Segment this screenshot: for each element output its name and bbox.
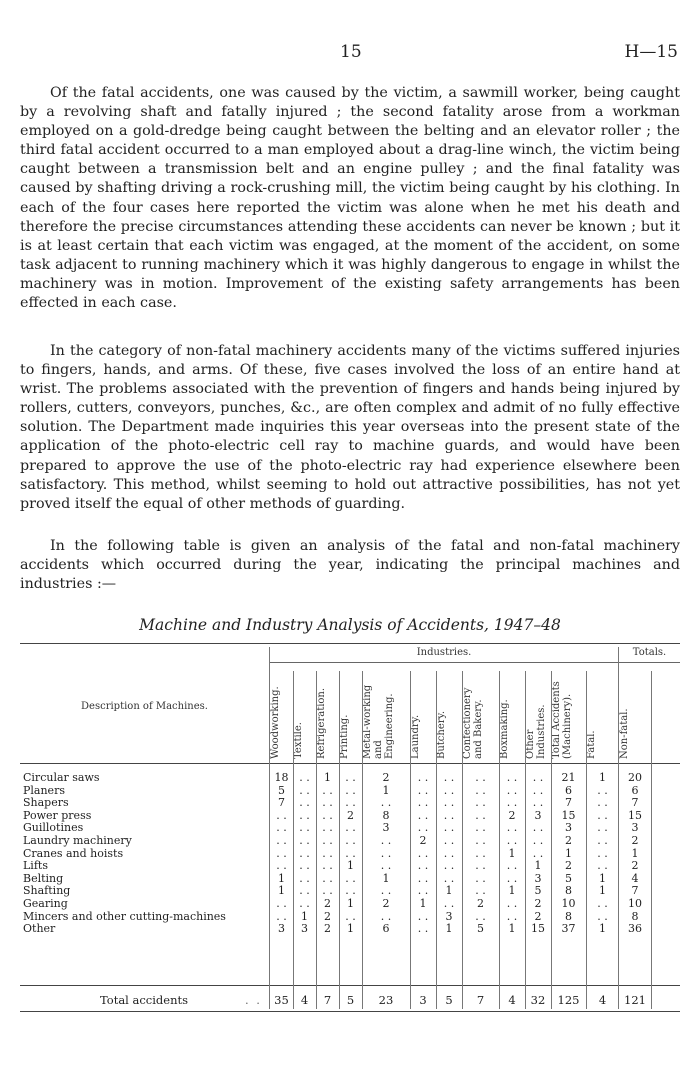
table-cell: . . xyxy=(532,821,544,835)
page-reference: H—15 xyxy=(624,42,678,62)
column-divider xyxy=(551,671,552,1009)
table-cell: 6 xyxy=(631,783,639,797)
table-cell: . . xyxy=(443,796,455,810)
table-row xyxy=(20,810,680,822)
table-cell: 8 xyxy=(382,808,390,822)
column-divider xyxy=(651,671,652,1009)
table-cell: 2 xyxy=(631,834,639,847)
table-row xyxy=(20,911,680,923)
table-cell: 6 xyxy=(382,922,390,936)
table-cell: . . xyxy=(299,871,310,885)
row-label: Power press xyxy=(23,808,92,822)
description-header: Description of Machines. xyxy=(81,701,208,712)
table-cell: . . xyxy=(322,859,333,873)
row-label: Planers xyxy=(23,783,65,797)
table-row xyxy=(20,898,680,910)
table-cell: 7 xyxy=(323,993,332,1007)
table-cell: . . xyxy=(475,909,486,923)
table-cell: . . xyxy=(475,796,486,810)
table-cell: 1 xyxy=(278,871,285,885)
table-cell: 15 xyxy=(561,808,576,822)
table-cell: . . xyxy=(532,834,544,847)
table-cell: 1 xyxy=(278,884,285,898)
column-header: Other Industries. xyxy=(525,704,547,759)
table-cell: 2 xyxy=(382,897,390,910)
table-cell: . . xyxy=(322,846,333,860)
table-cell: 15 xyxy=(531,922,545,936)
table-cell: 1 xyxy=(419,897,427,910)
table-cell: 1 xyxy=(347,859,354,873)
table-cell: . . xyxy=(417,909,429,923)
totals-divider xyxy=(618,647,619,1009)
table-cell: . . xyxy=(345,771,356,784)
table-cell: 1 xyxy=(631,846,639,860)
table-cell: 1 xyxy=(445,922,453,936)
table-cell: . . xyxy=(322,821,333,835)
table-cell: 121 xyxy=(624,993,646,1007)
table-cell: 8 xyxy=(565,884,572,898)
table-cell: 1 xyxy=(599,884,606,898)
table-row xyxy=(20,772,680,784)
column-header: Fatal. xyxy=(586,730,597,759)
table-row xyxy=(20,785,680,797)
table-cell: . . xyxy=(345,871,356,885)
table-row xyxy=(20,848,680,860)
column-header: Total Accidents (Machinery). xyxy=(551,681,573,759)
table-cell: . . xyxy=(475,808,486,822)
table-cell: . . xyxy=(322,783,333,797)
table-cell: . . xyxy=(475,859,486,873)
column-header: Non-fatal. xyxy=(619,708,630,759)
table-cell: 10 xyxy=(628,897,642,910)
table-cell: 3 xyxy=(631,821,639,835)
table-cell: . . xyxy=(506,834,518,847)
table-cell: . . xyxy=(345,796,356,810)
table-cell: . . xyxy=(506,897,518,910)
table-cell: . . xyxy=(475,783,486,797)
table-cell: 1 xyxy=(382,783,390,797)
table-cell: . . xyxy=(506,821,518,835)
table-cell: . . xyxy=(597,834,608,847)
table-cell: 3 xyxy=(445,909,453,923)
paragraph-fatal-accidents xyxy=(20,84,680,313)
table-cell: 1 xyxy=(599,871,606,885)
table-cell: . . xyxy=(443,771,455,784)
total-top-rule xyxy=(20,985,680,986)
table-cell: . . xyxy=(597,796,608,810)
table-cell: 1 xyxy=(347,897,354,910)
table-cell: . . xyxy=(380,909,392,923)
table-cell: . . xyxy=(299,897,310,910)
row-label: Lifts xyxy=(23,859,48,873)
table-cell: . . xyxy=(506,909,518,923)
table-row xyxy=(20,860,680,872)
column-header: Printing. xyxy=(339,714,350,759)
column-header: Boxmaking. xyxy=(499,699,510,759)
table-cell: 7 xyxy=(631,796,639,810)
table-cell: 1 xyxy=(382,871,390,885)
accident-analysis-table xyxy=(20,643,680,1013)
row-label: Cranes and hoists xyxy=(23,846,124,860)
table-cell: 1 xyxy=(508,884,516,898)
table-cell: . . xyxy=(532,771,544,784)
table-cell: . . xyxy=(443,808,455,822)
table-cell: . . xyxy=(597,821,608,835)
column-header: Woodworking. xyxy=(270,686,281,759)
table-cell: . . xyxy=(345,909,356,923)
table-cell: 2 xyxy=(565,859,572,873)
total-label: Total accidents xyxy=(100,993,189,1007)
table-cell: 2 xyxy=(324,897,331,910)
table-cell: . . xyxy=(597,846,608,860)
table-cell: . . xyxy=(417,884,429,898)
column-divider xyxy=(293,671,294,1009)
table-cell: . . xyxy=(506,783,518,797)
table-cell: . . xyxy=(532,846,544,860)
table-cell: 125 xyxy=(557,993,580,1007)
table-cell: 35 xyxy=(274,993,289,1007)
header-bottom-rule xyxy=(20,763,680,764)
description-divider xyxy=(269,647,270,1009)
table-cell: 7 xyxy=(476,993,485,1007)
table-cell: 5 xyxy=(477,922,484,936)
table-cell: . . xyxy=(322,796,333,810)
table-cell: 4 xyxy=(631,871,639,885)
table-cell: 8 xyxy=(631,909,639,923)
table-cell: . . xyxy=(322,884,333,898)
table-cell: . . xyxy=(506,871,518,885)
table-cell: . . xyxy=(417,922,429,936)
table-cell: 8 xyxy=(565,909,572,923)
paragraph-text: In the category of non-fatal machinery accidents many of the victims suffered injuries to fingers, hands, and arms. Of these, five cases involved the loss of an entire hand at wrist. The problems associated with the prevention of fingers and hands being injured by rollers, cutters, conveyors, punches, &c., are often complex and admit of no fully effective solution. The Department made inquiries this year overseas into the present state of the application of the photo-electric cell ray to machine guards, and would have been prepared to approve the use of the photo-electric ray had experience elsewhere been satisfactory. This method, whilst seeming to hold out attractive possibilities, has not yet proved itself the equal of other methods of guarding. xyxy=(20,343,680,512)
table-cell: . . xyxy=(276,909,287,923)
table-cell: 3 xyxy=(301,922,308,936)
table-row xyxy=(20,835,680,847)
table-cell: . . xyxy=(299,834,310,847)
table-cell: 3 xyxy=(534,808,542,822)
table-caption: Machine and Industry Analysis of Accidents, 1947–48 xyxy=(139,616,561,634)
table-cell: 6 xyxy=(565,783,572,797)
table-cell: . . xyxy=(299,821,310,835)
table-cell: . . xyxy=(443,834,455,847)
row-label: Circular saws xyxy=(23,771,100,784)
table-cell: . . xyxy=(475,871,486,885)
column-header: Confectionery and Bakery. xyxy=(462,687,484,759)
table-cell: 10 xyxy=(561,897,576,910)
column-header: Laundry. xyxy=(410,714,421,759)
table-cell: 2 xyxy=(419,834,427,847)
table-cell: 21 xyxy=(561,771,576,784)
table-cell: 23 xyxy=(378,993,394,1007)
table-cell: 1 xyxy=(565,846,572,860)
table-cell: . . xyxy=(443,783,455,797)
table-cell: 1 xyxy=(534,859,542,873)
table-cell: . . xyxy=(417,796,429,810)
table-cell: . . xyxy=(345,821,356,835)
table-cell: 2 xyxy=(324,909,331,923)
row-label: Mincers and other cutting-machines xyxy=(23,909,226,923)
table-cell: 7 xyxy=(565,796,572,810)
row-label: Guillotines xyxy=(23,821,84,835)
table-cell: . . xyxy=(506,771,518,784)
table-cell: 7 xyxy=(278,796,285,810)
column-divider xyxy=(525,671,526,1009)
table-row xyxy=(20,822,680,834)
column-header: Textile. xyxy=(293,722,304,759)
table-cell: . . xyxy=(475,884,486,898)
row-label: Shafting xyxy=(23,884,71,898)
table-cell: . . xyxy=(417,846,429,860)
table-cell: . . xyxy=(443,859,455,873)
table-cell: 1 xyxy=(324,771,331,784)
table-cell: 4 xyxy=(508,993,516,1007)
table-row xyxy=(20,923,680,935)
table-cell: . . xyxy=(276,808,287,822)
table-cell: 1 xyxy=(445,884,453,898)
table-cell: . . xyxy=(443,846,455,860)
total-dots: . . xyxy=(245,993,262,1007)
column-divider xyxy=(462,671,463,1009)
table-cell: . . xyxy=(417,859,429,873)
row-label: Belting xyxy=(23,871,64,885)
table-cell: . . xyxy=(417,771,429,784)
table-cell: . . xyxy=(597,783,608,797)
table-cell: . . xyxy=(597,909,608,923)
column-divider xyxy=(436,671,437,1009)
table-cell: . . xyxy=(475,846,486,860)
table-cell: . . xyxy=(380,884,392,898)
table-cell: 37 xyxy=(561,922,576,936)
table-cell: . . xyxy=(443,897,455,910)
table-cell: . . xyxy=(276,821,287,835)
table-cell: . . xyxy=(322,834,333,847)
table-cell: . . xyxy=(380,834,392,847)
table-cell: . . xyxy=(276,859,287,873)
page-header xyxy=(0,42,700,64)
table-bottom-rule xyxy=(20,1011,680,1012)
table-cell: . . xyxy=(417,871,429,885)
table-cell: . . xyxy=(299,796,310,810)
table-cell: 5 xyxy=(278,783,285,797)
table-cell: . . xyxy=(299,771,310,784)
row-label: Gearing xyxy=(23,897,68,910)
table-cell: . . xyxy=(380,859,392,873)
paragraph-text: In the following table is given an analysis of the fatal and non-fatal machinery accidents which occurred during the year, indicating the principal machines and industries :— xyxy=(20,538,680,593)
table-cell: . . xyxy=(443,821,455,835)
table-cell: . . xyxy=(345,846,356,860)
table-cell: . . xyxy=(475,834,486,847)
table-cell: . . xyxy=(380,846,392,860)
table-cell: 2 xyxy=(631,859,639,873)
table-cell: 3 xyxy=(534,871,542,885)
table-cell: 2 xyxy=(565,834,572,847)
column-divider xyxy=(499,671,500,1009)
column-header: Butchery. xyxy=(436,710,447,759)
table-cell: 3 xyxy=(278,922,285,936)
paragraph-non-fatal-accidents xyxy=(20,342,680,514)
column-divider xyxy=(339,671,340,1009)
table-cell: 32 xyxy=(530,993,546,1007)
table-cell: . . xyxy=(475,771,486,784)
table-cell: 2 xyxy=(382,771,390,784)
table-cell: 2 xyxy=(534,909,542,923)
table-row xyxy=(20,797,680,809)
table-cell: 2 xyxy=(508,808,516,822)
table-cell: 1 xyxy=(599,922,606,936)
table-cell: . . xyxy=(276,846,287,860)
table-cell: . . xyxy=(443,871,455,885)
table-cell: 2 xyxy=(534,897,542,910)
table-cell: . . xyxy=(322,808,333,822)
table-cell: . . xyxy=(532,796,544,810)
table-cell: 2 xyxy=(477,897,484,910)
table-cell: 1 xyxy=(508,846,516,860)
table-cell: . . xyxy=(276,834,287,847)
table-cell: 4 xyxy=(300,993,309,1007)
table-cell: . . xyxy=(345,783,356,797)
table-cell: . . xyxy=(299,859,310,873)
table-cell: . . xyxy=(597,897,608,910)
table-cell: . . xyxy=(417,783,429,797)
table-cell: . . xyxy=(345,834,356,847)
table-cell: 15 xyxy=(628,808,642,822)
table-cell: 36 xyxy=(628,922,642,936)
table-cell: . . xyxy=(417,808,429,822)
table-cell: . . xyxy=(299,884,310,898)
table-cell: . . xyxy=(506,859,518,873)
table-cell: 2 xyxy=(324,922,331,936)
column-divider xyxy=(362,671,363,1009)
table-cell: . . xyxy=(322,871,333,885)
table-cell: . . xyxy=(417,821,429,835)
table-cell: 1 xyxy=(508,922,516,936)
table-cell: 3 xyxy=(382,821,390,835)
table-cell: 1 xyxy=(599,771,606,784)
table-cell: . . xyxy=(532,783,544,797)
table-top-rule xyxy=(20,643,680,644)
table-cell: 4 xyxy=(598,993,607,1007)
row-label: Laundry machinery xyxy=(23,834,132,847)
column-header: Refrigeration. xyxy=(316,687,327,759)
table-row xyxy=(20,885,680,897)
table-cell: 1 xyxy=(301,909,308,923)
column-header: Metal-working and Engineering. xyxy=(362,684,395,759)
table-cell: 1 xyxy=(347,922,354,936)
table-cell: . . xyxy=(597,859,608,873)
table-cell: 20 xyxy=(628,771,642,784)
table-cell: 18 xyxy=(274,771,289,784)
table-cell: . . xyxy=(299,783,310,797)
column-divider xyxy=(410,671,411,1009)
page-number: 15 xyxy=(340,42,362,62)
table-cell: . . xyxy=(475,821,486,835)
table-cell: 7 xyxy=(631,884,639,898)
table-cell: 5 xyxy=(346,993,355,1007)
table-row xyxy=(20,873,680,885)
table-cell: 2 xyxy=(347,808,354,822)
total-row xyxy=(20,993,680,1007)
paragraph-table-intro xyxy=(20,537,680,594)
industries-group-header: Industries. xyxy=(416,647,472,658)
table-cell: . . xyxy=(506,796,518,810)
table-cell: 5 xyxy=(445,993,453,1007)
table-cell: 3 xyxy=(565,821,572,835)
table-cell: . . xyxy=(276,897,287,910)
paragraph-text: Of the fatal accidents, one was caused by the victim, a sawmill worker, being caught by a revolving shaft and fatally injured ; the second fatality arose from a workman employed on a gold-dredge being caught between the belting and an elevator roller ; the third fatal accident occurred to a man employed about a drag-line winch, the victim being caught between a transmission belt and an engine pulley ; and the final fatality was caused by shafting driving a rock-crushing mill, the victim being caught by his clothing. In each of the four cases here reported the victim was alone when he met his death and therefore the precise circumstances attending these accidents can never be known ; but it is at least certain that each victim was engaged, at the moment of the accident, on some task adjacent to running machinery which it was highly dangerous to engage in whilst the machinery was in motion. Improvement of the existing safety arrangements has been effected in each case. xyxy=(20,85,680,312)
row-label: Other xyxy=(23,922,56,936)
table-cell: 5 xyxy=(565,871,572,885)
column-divider xyxy=(316,671,317,1009)
row-label: Shapers xyxy=(23,796,69,810)
table-cell: 3 xyxy=(419,993,427,1007)
table-cell: . . xyxy=(380,796,392,810)
table-cell: 5 xyxy=(534,884,542,898)
table-cell: . . xyxy=(299,846,310,860)
totals-group-header: Totals. xyxy=(632,647,667,658)
table-cell: . . xyxy=(299,808,310,822)
table-cell: . . xyxy=(597,808,608,822)
table-cell: . . xyxy=(345,884,356,898)
column-divider xyxy=(586,671,587,1009)
